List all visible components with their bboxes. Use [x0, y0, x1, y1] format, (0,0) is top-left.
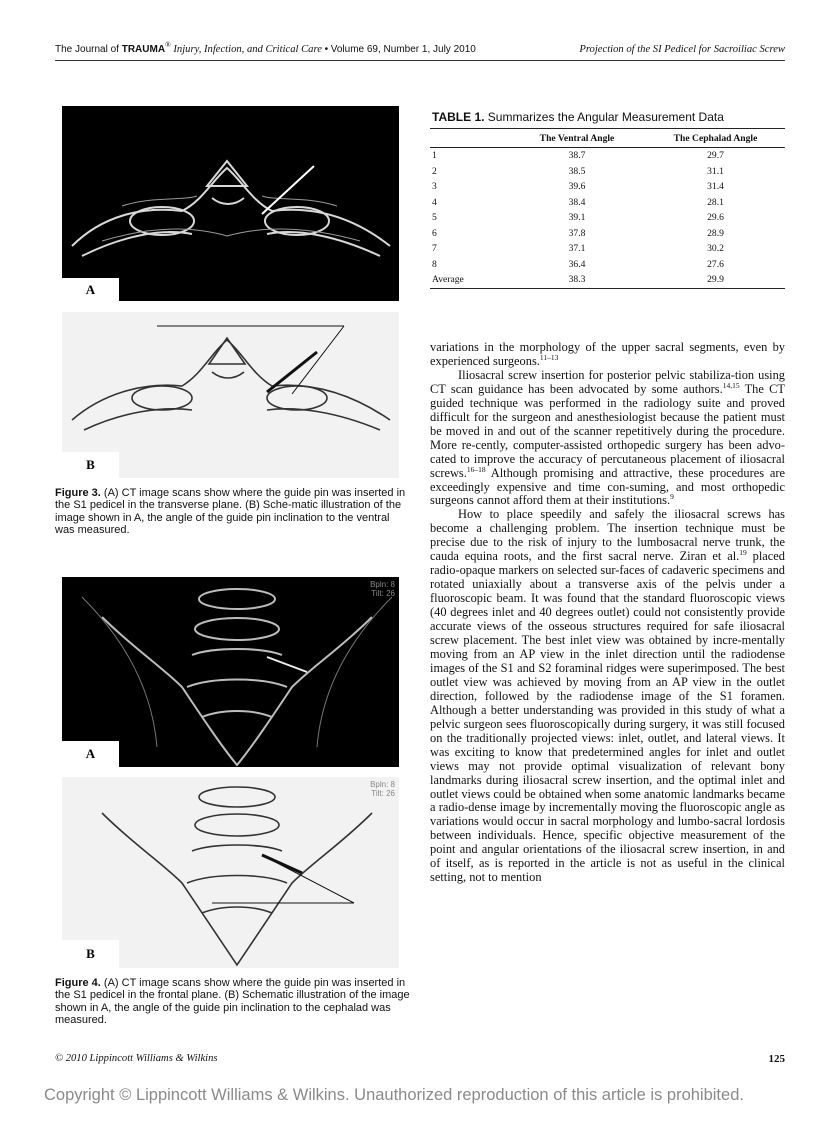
- figure4-caption-text: (A) CT image scans show where the guide pin was inserted in the S1 pedicel in the frontal plane. (B) Schematic illustration of the image shown in A, the angle of the guide pin inclination to the cephalad was measured.: [55, 977, 410, 1026]
- row-label: 6: [432, 227, 437, 239]
- ventral-angle-cell: 38.7: [568, 150, 586, 162]
- ventral-angle-cell: 39.6: [568, 181, 586, 193]
- scan-tilt-tag: Tilt: 26: [371, 789, 395, 798]
- body-text-column: [430, 341, 785, 885]
- figure3-caption-label: Figure 3.: [55, 487, 101, 499]
- ventral-angle-cell: 38.5: [568, 165, 586, 177]
- row-label: 4: [432, 196, 437, 208]
- cephalad-angle-cell: 29.6: [707, 212, 724, 224]
- journal-volume: Volume 69, Number 1, July 2010: [330, 44, 476, 55]
- figure4-caption-label: Figure 4.: [55, 977, 101, 989]
- col-header-ventral: The Ventral Angle: [508, 129, 646, 148]
- table-row: [430, 195, 785, 211]
- paragraph-text: placed radio-opaque markers on selected sur-faces of cadaveric specimens and rotated uniaxially about a transverse axis of the pelvis under a fluoroscopic beam. It was found that the standard fluoroscopic views (40 degrees inlet and 40 degrees outlet) could not consistently provide accurate views of the osseous structures required for safe iliosacral screw placement. The best inlet view was obtained by incre-mentally moving from an AP view in the inlet direction until the radiodense images of the S1 and S2 foraminal ridges were superimposed. The best outlet view was achieved by moving from an AP view in the outlet direction, followed by the radiodense image of the S1 foramen. Although a better understanding was provided in this study of what a pelvic surgeon sees fluoroscopically during surgery, it was still focused on the traditionally projected views: inlet, outlet, and lateral views. It was exciting to know that predetermined angles for inlet and outlet views may not provide optimal visualization of relevant bony landmarks during iliosacral screw insertion, and the optimal inlet and outlet views could be obtained when some anatomic landmarks became a radio-dense image by incrementally moving the fluoroscopic angle as variations would occur in sacral morphology and lumbo-sacral lordosis between individuals. Hence, specific objective measurement of the point and angular orientations of the iliosacral screw insertion, in and of itself, as is reported in the article is not as useful in the clinical setting, not to mention: [430, 549, 785, 885]
- row-label: 7: [432, 243, 437, 255]
- table1-title: [430, 108, 785, 129]
- scan-plane-tag: Bpln: 8: [370, 580, 395, 589]
- ventral-angle-cell: 38.3: [508, 272, 646, 288]
- row-label: 2: [432, 165, 437, 177]
- scan-parameters-a: [370, 580, 395, 598]
- paragraph-text: Although promising and attractive, these procedures are exceedingly expensive and time con-suming, and most orthopedic surgeons cannot afford them at their institutions.: [430, 465, 785, 508]
- panel-label-b: B: [62, 940, 119, 968]
- transverse-ct-scan: [62, 106, 399, 301]
- ventral-angle-cell: 37.8: [568, 227, 586, 239]
- figure3-panel-a-ct-image: [62, 106, 399, 301]
- journal-name: TRAUMA: [121, 44, 166, 55]
- ventral-angle-cell: 36.4: [568, 258, 586, 270]
- panel-label-a: A: [62, 278, 119, 301]
- paragraph: [430, 341, 785, 369]
- paragraph: [430, 369, 785, 509]
- copyright-line: © 2010 Lippincott Williams & Wilkins: [55, 1053, 218, 1064]
- cephalad-angle-cell: 31.1: [707, 165, 724, 177]
- table1: [430, 108, 785, 289]
- reference-marker: 9: [670, 492, 674, 502]
- row-label: Average: [430, 272, 508, 288]
- col-header-index: [430, 129, 508, 148]
- row-label: 8: [432, 258, 437, 270]
- cephalad-angle-cell: 28.1: [707, 196, 724, 208]
- row-label: 1: [432, 150, 437, 162]
- table-row: [430, 226, 785, 242]
- cephalad-angle-cell: 29.9: [646, 272, 785, 288]
- figure3-caption-text: (A) CT image scans show where the guide pin was inserted in the S1 pedicel in the transverse plane. (B) Sche-matic illustration of the image shown in A, the angle of the guide pin inclination to the ventral was measured.: [55, 487, 406, 536]
- running-title: Projection of the SI Pedicel for Sacroiliac Screw: [579, 44, 785, 55]
- reference-marker: 14,15: [722, 380, 740, 390]
- col-header-cephalad: The Cephalad Angle: [646, 129, 785, 148]
- journal-subtitle: Injury, Infection, and Critical Care: [173, 44, 322, 55]
- table-row: [430, 257, 785, 273]
- table-row: [430, 164, 785, 180]
- figure4-panel-b-schematic: [62, 777, 399, 968]
- cephalad-angle-cell: 31.4: [707, 181, 724, 193]
- ventral-angle-cell: 39.1: [568, 212, 586, 224]
- table-row-average: [430, 272, 785, 288]
- figure3-panel-b-schematic: [62, 312, 399, 478]
- registered-mark: ®: [165, 40, 171, 49]
- angular-measurement-table: [430, 129, 785, 289]
- row-label: 3: [432, 181, 437, 193]
- table-header-row: [430, 129, 785, 148]
- paragraph: [430, 508, 785, 885]
- journal-citation: [55, 40, 476, 55]
- table1-label: TABLE 1.: [432, 110, 485, 124]
- scan-plane-tag: Bpln: 8: [370, 780, 395, 789]
- table1-title-text: Summarizes the Angular Measurement Data: [487, 110, 724, 124]
- row-label: 5: [432, 212, 437, 224]
- cephalad-angle-cell: 29.7: [707, 150, 724, 162]
- page-number: 125: [768, 1053, 785, 1065]
- frontal-ct-scan: [62, 577, 399, 767]
- header-rule: [55, 60, 785, 61]
- scan-tilt-tag: Tilt: 26: [371, 589, 395, 598]
- figure4-panel-a-ct-image: [62, 577, 399, 767]
- table-row: [430, 148, 785, 164]
- paragraph-text: The CT guided technique was performed in the radiology suite and proved difficult for the surgeon and anesthesiologist because the patient must be moved in and out of the scanner repetitively during the procedure. More re-cently, computer-assisted orthopedic surgery has been advo-cated to improve the accuracy of percutaneous placement of iliosacral screws.: [430, 381, 785, 480]
- cephalad-angle-cell: 30.2: [707, 243, 724, 255]
- scan-parameters-b: [370, 780, 395, 798]
- cephalad-angle-cell: 28.9: [707, 227, 724, 239]
- figure4-caption: [55, 977, 410, 1026]
- paragraph-text: Iliosacral screw insertion for posterior pelvic stabiliza-tion using CT scan guidance has been advocated by some authors.: [430, 367, 785, 396]
- reference-marker: 19: [739, 548, 747, 558]
- table-row: [430, 179, 785, 195]
- header-bullet: •: [324, 44, 329, 55]
- reference-marker: 16–18: [466, 464, 486, 474]
- panel-label-b: B: [62, 452, 119, 478]
- panel-label-a: A: [62, 741, 119, 767]
- table-row: [430, 210, 785, 226]
- ventral-angle-cell: 38.4: [568, 196, 586, 208]
- reference-marker: 11–13: [539, 352, 559, 362]
- paragraph-text: variations in the morphology of the upper sacral segments, even by experienced surgeons.: [430, 340, 785, 368]
- copyright-watermark: Copyright © Lippincott Williams & Wilkins. Unauthorized reproduction of this article is prohibited.: [44, 1086, 744, 1104]
- ventral-angle-cell: 37.1: [568, 243, 586, 255]
- journal-prefix: The Journal of: [55, 44, 122, 55]
- paragraph-text: How to place speedily and safely the iliosacral screws has become a challenging problem. The insertion technique must be precise due to the risk of injury to the lumbosacral nerve trunk, the cauda equina roots, and the first sacral nerve. Ziran et al.: [430, 507, 785, 564]
- table-row: [430, 241, 785, 257]
- figure3-caption: [55, 487, 410, 536]
- cephalad-angle-cell: 27.6: [707, 258, 724, 270]
